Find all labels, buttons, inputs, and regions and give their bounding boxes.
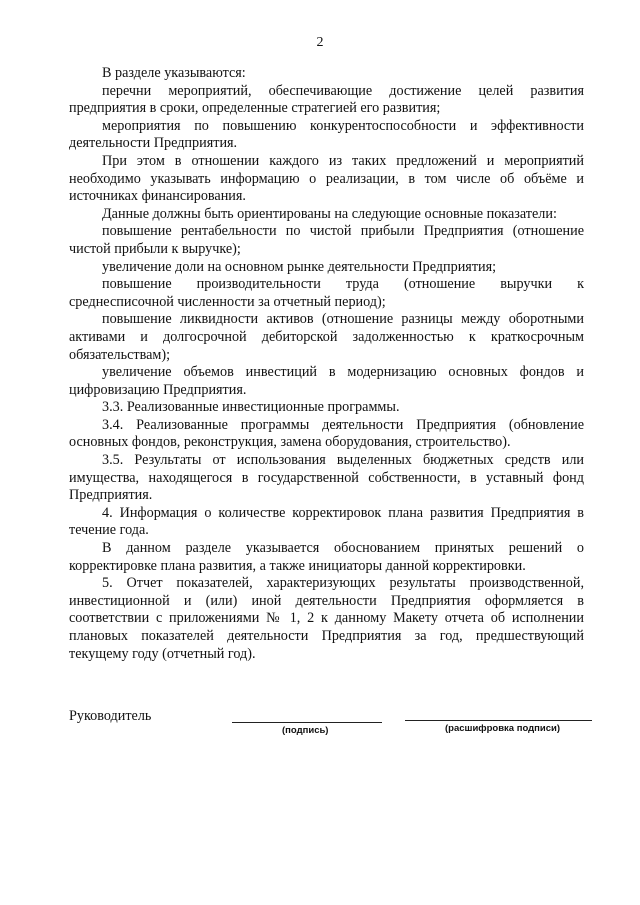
section-intro: В разделе указываются:	[102, 65, 246, 81]
paragraph-profitability: повышение рентабельности по чистой прибыли Предприятия (отношение чистой прибыли к выручке);	[69, 223, 584, 257]
signature-line	[232, 722, 382, 723]
paragraph-productivity: повышение производительности труда (отношение выручки к среднесписочной численности за отчетный период);	[69, 276, 584, 310]
item-4: 4. Информация о количестве корректировок плана развития Предприятия в течение года.	[69, 504, 584, 539]
paragraph-corrections: В данном разделе указывается обоснованием принятых решений о корректировке плана развития, а также инициаторы данной корректировки.	[69, 540, 584, 574]
document-body	[69, 65, 584, 663]
signature-decode-caption: (расшифровка подписи)	[445, 723, 561, 734]
signature-label: Руководитель	[69, 708, 152, 724]
item-5: 5. Отчет показателей, характеризующих результаты производственной, инвестиционной и (или) иной деятельности Предприятия оформляется в соответствии с приложениями № 1, 2 к данному Макету отчета об исполнении плановых показателей деятельности Предприятия за год, предшествующий текущему году (отчетный год).	[69, 575, 584, 662]
signature-caption: (подпись)	[282, 725, 329, 736]
item-3-3: 3.3. Реализованные инвестиционные программы.	[102, 399, 400, 416]
paragraph-liquidity: повышение ликвидности активов (отношение разницы между оборотными активами и долгосрочной дебиторской задолженностью к краткосрочным обязательствам);	[69, 311, 584, 363]
paragraph-investments: увеличение объемов инвестиций в модернизацию основных фондов и цифровизацию Предприятия.	[69, 364, 584, 398]
item-3-5: 3.5. Результаты от использования выделенных бюджетных средств или имущества, находящегося в государственной собственности, в уставный фонд Предприятия.	[69, 452, 584, 504]
paragraph-indicators-intro: Данные должны быть ориентированы на следующие основные показатели:	[102, 205, 557, 222]
signature-decode-line	[405, 720, 592, 721]
paragraph-market-share: увеличение доли на основном рынке деятельности Предприятия;	[102, 258, 497, 275]
paragraph-financing-info: При этом в отношении каждого из таких предложений и мероприятий необходимо указывать информацию о реализации, в том числе об объёме и источниках финансирования.	[69, 152, 584, 205]
page-number: 2	[316, 35, 324, 50]
paragraph-competitiveness: мероприятия по повышению конкурентоспособности и эффективности деятельности Предприятия.	[69, 117, 584, 152]
paragraph-measures-list: перечни мероприятий, обеспечивающие достижение целей развития предприятия в сроки, определенные стратегией его развития;	[69, 82, 584, 117]
item-3-4: 3.4. Реализованные программы деятельности Предприятия (обновление основных фондов, реконструкция, замена оборудования, строительство).	[69, 416, 584, 451]
